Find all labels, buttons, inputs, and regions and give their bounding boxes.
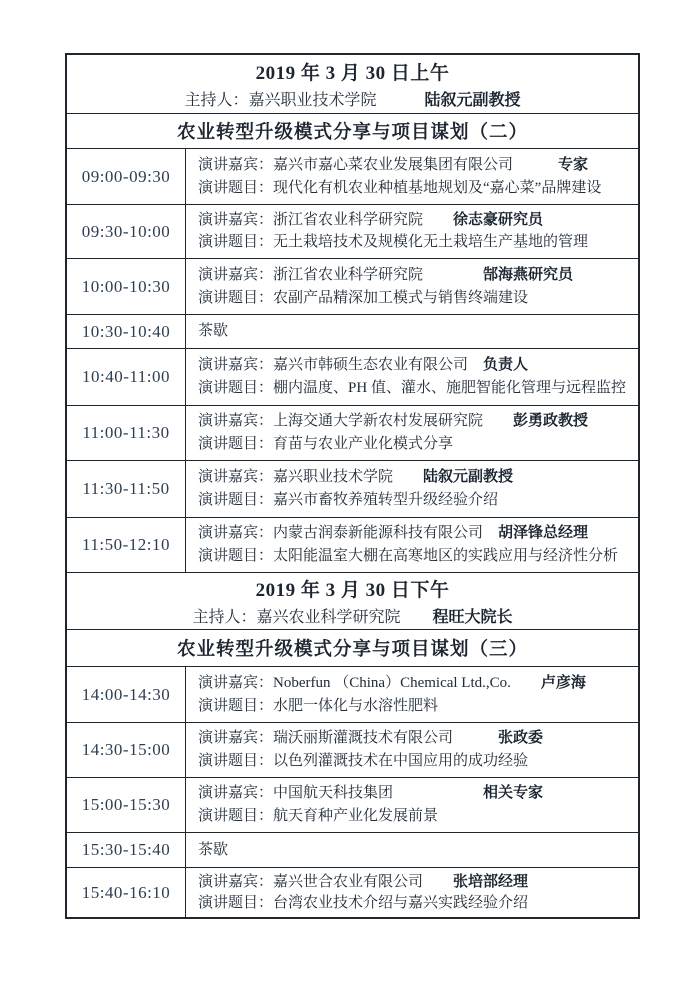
table-row [67,667,638,723]
table-row [67,349,638,406]
topic-line [198,435,632,454]
time-cell: 10:40-11:00 [67,349,186,405]
guest-label: 演讲嘉宾： [198,468,274,485]
time-cell: 11:50-12:10 [67,518,186,572]
afternoon-date-title: 2019 年 3 月 30 日下午 [255,580,450,601]
guest-name: 郜海燕研究员 [483,266,574,283]
table-row [67,518,638,573]
guest-line [198,729,632,748]
topic-line [198,491,632,510]
guest-org: 浙江省农业科学研究院 [273,211,454,228]
topic-label: 演讲题目： [198,894,274,911]
content-cell [186,518,638,572]
afternoon-session-title: 农业转型升级模式分享与项目谋划（三） [176,640,528,660]
guest-label: 演讲嘉宾： [198,525,274,542]
content-cell [186,149,638,204]
guest-line [198,156,632,175]
morning-header-row [67,55,638,114]
tea-break-text: 茶歇 [198,323,229,340]
topic-label: 演讲题目： [198,808,274,825]
table-row [67,868,638,917]
topic-line [198,233,632,252]
guest-name: 相关专家 [483,785,544,802]
guest-label: 演讲嘉宾： [198,674,274,691]
content-cell [186,778,638,832]
content-cell [186,868,638,917]
morning-session-title: 农业转型升级模式分享与项目谋划（二） [176,123,528,143]
topic-line [198,547,632,566]
morning-date-title: 2019 年 3 月 30 日上午 [255,62,450,84]
topic-label: 演讲题目： [198,753,274,770]
topic-label: 演讲题目： [198,548,274,565]
guest-name: 张培部经理 [453,873,529,890]
topic-text: 以色列灌溉技术在中国应用的成功经验 [273,753,529,770]
topic-text: 农副产品精深加工模式与销售终端建设 [273,289,529,306]
topic-label: 演讲题目： [198,697,274,714]
host-name: 陆叙元副教授 [424,92,521,110]
guest-org: 内蒙古润泰新能源科技有限公司 [273,525,499,542]
guest-line [198,412,632,431]
host-label: 主持人： [192,609,257,626]
table-row [67,149,638,205]
guest-org: 浙江省农业科学研究院 [273,266,484,283]
time-cell: 15:30-15:40 [67,833,186,867]
guest-name: 陆叙元副教授 [423,468,514,485]
time-cell: 10:30-10:40 [67,315,186,348]
afternoon-session-title-row [67,630,638,667]
guest-label: 演讲嘉宾： [198,730,274,747]
guest-label: 演讲嘉宾： [198,156,274,173]
morning-header-cell [67,55,638,113]
content-cell [186,259,638,314]
content-cell [186,349,638,405]
guest-label: 演讲嘉宾： [198,356,274,373]
guest-line [198,356,632,375]
afternoon-header-row [67,573,638,630]
guest-org: 嘉兴市韩硕生态农业有限公司 [273,356,484,373]
time-cell: 15:40-16:10 [67,868,186,917]
guest-org: 嘉兴职业技术学院 [273,468,424,485]
guest-label: 演讲嘉宾： [198,211,274,228]
guest-line [198,674,632,693]
guest-line [198,784,632,803]
guest-label: 演讲嘉宾： [198,785,274,802]
topic-text: 水肥一体化与水溶性肥料 [273,697,439,714]
afternoon-header-cell [67,573,638,629]
topic-line [198,697,632,716]
guest-org: 嘉兴世合农业有限公司 [273,873,454,890]
guest-org: Noberfun （China）Chemical Ltd.,Co. [273,674,541,691]
time-cell: 11:30-11:50 [67,461,186,517]
guest-label: 演讲嘉宾： [198,266,274,283]
time-cell: 11:00-11:30 [67,406,186,460]
content-cell [186,461,638,517]
time-cell: 15:00-15:30 [67,778,186,832]
topic-line [198,179,632,198]
topic-text: 台湾农业技术介绍与嘉兴实践经验介绍 [273,894,529,911]
table-row [67,406,638,461]
content-cell [186,833,638,867]
guest-org: 瑞沃丽斯灌溉技术有限公司 [273,730,499,747]
host-org: 嘉兴农业科学研究院 [256,609,433,626]
topic-text: 无土栽培技术及规模化无土栽培生产基地的管理 [273,234,589,251]
tea-break-row [67,315,638,349]
tea-break-text: 茶歇 [198,841,229,858]
table-row [67,723,638,778]
table-row [67,461,638,518]
guest-org: 上海交通大学新农村发展研究院 [273,413,514,430]
guest-name: 专家 [558,156,589,173]
guest-name: 徐志豪研究员 [453,211,544,228]
guest-org: 中国航天科技集团 [273,785,484,802]
table-row [67,259,638,315]
topic-label: 演讲题目： [198,380,274,397]
time-cell: 10:00-10:30 [67,259,186,314]
guest-line [198,266,632,285]
topic-line [198,379,632,398]
topic-text: 现代化有机农业种植基地规划及“嘉心菜”品牌建设 [273,179,602,196]
guest-name: 张政委 [498,730,544,747]
content-cell [186,723,638,777]
topic-label: 演讲题目： [198,492,274,509]
guest-line [198,524,632,543]
guest-line [198,468,632,487]
topic-label: 演讲题目： [198,289,274,306]
host-name: 程旺大院长 [432,609,513,626]
time-cell: 14:30-15:00 [67,723,186,777]
topic-text: 嘉兴市畜牧养殖转型升级经验介绍 [273,492,499,509]
time-cell: 09:00-09:30 [67,149,186,204]
topic-label: 演讲题目： [198,179,274,196]
content-cell [186,667,638,722]
topic-text: 棚内温度、PH 值、灌水、施肥智能化管理与远程监控 [273,380,626,397]
guest-name: 彭勇政教授 [513,413,589,430]
host-org: 嘉兴职业技术学院 [248,92,425,110]
tea-break-row [67,833,638,868]
guest-org: 嘉兴市嘉心菜农业发展集团有限公司 [273,156,559,173]
guest-label: 演讲嘉宾： [198,873,274,890]
topic-label: 演讲题目： [198,234,274,251]
host-label: 主持人： [184,92,249,110]
guest-label: 演讲嘉宾： [198,413,274,430]
topic-text: 航天育种产业化发展前景 [273,808,439,825]
guest-line [198,873,632,892]
time-cell: 14:00-14:30 [67,667,186,722]
content-cell [186,315,638,348]
guest-name: 负责人 [483,356,529,373]
content-cell [186,205,638,258]
content-cell [186,406,638,460]
morning-session-title-row [67,114,638,149]
topic-line [198,289,632,308]
guest-name: 胡泽锋总经理 [498,525,589,542]
topic-line [198,807,632,826]
table-row [67,205,638,259]
morning-host-line [184,87,520,110]
guest-line [198,211,632,230]
topic-text: 太阳能温室大棚在高寒地区的实践应用与经济性分析 [273,548,619,565]
topic-text: 育苗与农业产业化模式分享 [273,436,454,453]
table-row [67,778,638,833]
time-cell: 09:30-10:00 [67,205,186,258]
topic-line [198,894,632,913]
topic-line [198,752,632,771]
guest-name: 卢彦海 [540,674,586,691]
topic-label: 演讲题目： [198,436,274,453]
schedule-table [65,53,640,919]
afternoon-host-line [192,604,512,627]
